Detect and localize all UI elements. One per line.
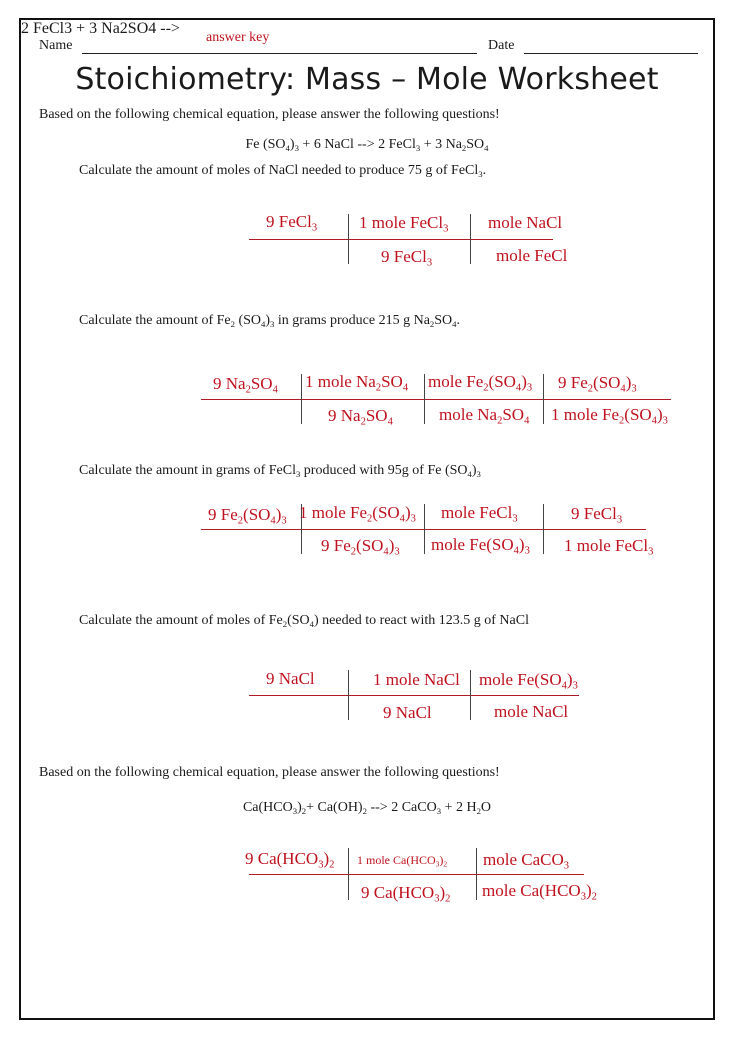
q2-cell-7: 1 mole $Fe_2(SO_4)_3$ [551,405,668,427]
q3-cell-5: 9 $Fe_2(SO_4)_3$ [321,536,400,558]
question-1-prompt: Calculate the amount of moles of NaCl needed to produce 75 g of FeCl$_3$. [79,163,487,180]
q3-cell-2: 1 mole $Fe_2(SO_4)_3$ [299,503,416,525]
name-label: Name [39,38,73,53]
question-2-prompt: Calculate the amount of $Fe_2$ $(SO_4)_3$ in grams produce 215 g $Na_2SO_4$. [79,313,461,330]
q2-cell-3: mole $Fe_2(SO_4)_3$ [428,372,533,394]
q4-cell-1: 9 NaCl [266,669,315,688]
worksheet-page: Name answer key Date Stoichiometry: Mass – Mole Worksheet Based on the following chemical equation, please answer the following questions! 2 FeCl3 + 3 Na2SO4 --> Fe $(SO_4)_3 + 6$ NaCl --> 2 FeCl$_3$ + 3 $Na_2SO_4$ Calculate the amount of moles of NaCl needed to produce 75 g of FeCl$_3$. 9 FeCl$_3$ 1 mole FeCl$_3$ mole NaCl 9 FeCl$_3$ mole FeCl Calculate the amount of $Fe_2$ $(SO_4)_3$ in grams produce 215 g $Na_2SO_4$. 9 $Na_2SO_4$ 1 mole $Na_2SO_4$ mole $Fe_2(SO_4)_3$ 9 $Fe_2(SO_4)_3$ 9 $Na_2SO_4$ mole $Na_2SO_4$ 1 mole $Fe_2(SO_4)_3$ Calculate the amount in grams of FeCl$_3$ produced with 95g of Fe $(SO_4)_3$ 9 $Fe_2(SO_4)_3$ 1 mole $Fe_2(SO_4)_3$ mole FeCl$_3$ 9 FeCl$_3$ 9 $Fe_2(SO_4)_3$ mole $Fe(SO_4)_3$ 1 mole FeCl$_3$ Calculate the amount of moles of $Fe_2(SO_4)$ needed to react with 123.5 g of NaCl 9 NaCl 1 mole NaCl mole $Fe(SO_4)_3$ 9 NaCl mole NaCl Based on the following chemical equation, please answer the following questions! $Ca(HCO_3)_2+ Ca(OH)_2$ --> 2 CaCO$_3$ + 2 $H_2O$ 9 $Ca(HCO_3)_2$ 1 mole $Ca(HCO_3)_2$ mole CaCO$_3$ 9 $Ca(HCO_3)_2$ mole $Ca(HCO_3)_2$ [19,18,715,1020]
q5-cell-2: 1 mole $Ca(HCO_3)_2$ [357,853,448,869]
q5-cell-1: 9 $Ca(HCO_3)_2$ [245,849,335,871]
q1-cell-1: 9 FeCl$_3$ [266,212,318,234]
q5-cell-5: mole $Ca(HCO_3)_2$ [482,881,597,903]
section2-instructions: Based on the following chemical equation, please answer the following questions! [39,765,500,780]
section1-instructions: Based on the following chemical equation, please answer the following questions! [39,107,500,122]
q3-cell-4: 9 FeCl$_3$ [571,504,623,526]
q1-cell-3: mole NaCl [488,213,563,232]
q2-cell-2: 1 mole $Na_2SO_4$ [305,372,409,394]
equation-2: $Ca(HCO_3)_2+ Ca(OH)_2$ --> 2 CaCO$_3$ + 2 $H_2O$ [242,800,492,817]
q4-cell-5: mole NaCl [494,702,569,721]
worksheet-title: Stoichiometry: Mass – Mole Worksheet [75,62,659,97]
name-field-line [82,53,477,54]
q2-cell-6: mole $Na_2SO_4$ [439,405,530,427]
q4-cell-3: mole $Fe(SO_4)_3$ [479,670,578,692]
date-field-line [524,53,698,54]
q5-divider-line [249,874,584,875]
q2-divider-line [201,399,671,400]
q1-cell-5: mole FeCl [496,246,568,265]
q3-cell-1: 9 $Fe_2(SO_4)_3$ [208,505,287,527]
question-3-prompt: Calculate the amount in grams of FeCl$_3$ produced with 95g of Fe $(SO_4)_3$ [79,463,481,480]
q1-cell-2: 1 mole FeCl$_3$ [359,213,449,235]
q2-cell-4: 9 $Fe_2(SO_4)_3$ [558,373,637,395]
q5-cell-4: 9 $Ca(HCO_3)_2$ [361,883,451,905]
q2-cell-5: 9 $Na_2SO_4$ [328,406,393,428]
q4-cell-4: 9 NaCl [383,703,432,722]
q2-cell-1: 9 $Na_2SO_4$ [213,374,278,396]
date-label: Date [488,38,515,53]
q5-cell-3: mole CaCO$_3$ [483,850,570,872]
q3-cell-3: mole FeCl$_3$ [441,503,518,525]
question-4-prompt: Calculate the amount of moles of $Fe_2(SO_4)$ needed to react with 123.5 g of NaCl [79,613,529,630]
answer-key-note: answer key [206,30,270,45]
q1-cell-4: 9 FeCl$_3$ [381,247,433,269]
q4-cell-2: 1 mole NaCl [373,670,460,689]
q1-divider-line [249,239,553,240]
q3-cell-7: 1 mole FeCl$_3$ [564,536,654,558]
q4-divider-line [249,695,579,696]
equation-1: Fe $(SO_4)_3 + 6$ NaCl --> 2 FeCl$_3$ + 3 $Na_2SO_4$ [245,137,489,154]
q3-cell-6: mole $Fe(SO_4)_3$ [431,535,530,557]
